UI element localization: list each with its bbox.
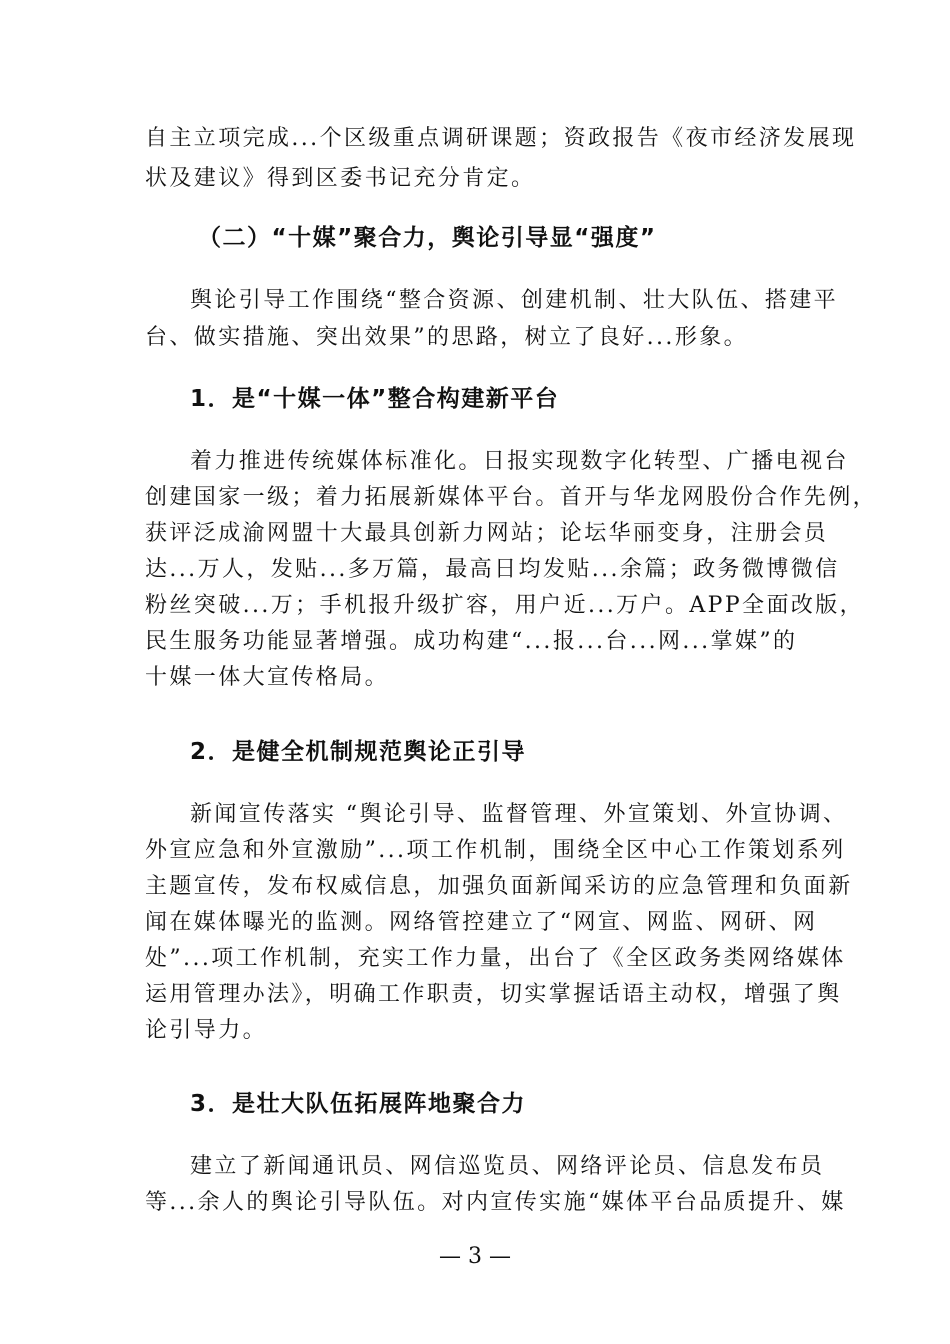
body-line: 状及建议》得到区委书记充分肯定。 — [145, 166, 536, 191]
body-line: 创建国家一级；着力拓展新媒体平台。首开与华龙网股份合作先例， — [145, 485, 878, 510]
body-line: 新闻宣传落实 “舆论引导、监督管理、外宣策划、外宣协调、 — [190, 802, 848, 827]
body-line: 论引导力。 — [145, 1018, 268, 1043]
body-line: 民生服务功能显著增强。成功构建“...报...台...网...掌媒”的 — [145, 629, 798, 654]
body-line: 舆论引导工作围绕“整合资源、创建机制、壮大队伍、搭建平 — [190, 288, 839, 313]
body-line: 获评泛成渝网盟十大最具创新力网站；论坛华丽变身，注册会员 — [145, 521, 829, 546]
body-line: 等...余人的舆论引导队伍。对内宣传实施“媒体平台品质提升、媒 — [145, 1190, 846, 1215]
body-line: 建立了新闻通讯员、网信巡览员、网络评论员、信息发布员 — [190, 1154, 825, 1179]
section-heading: （二）“十媒”聚合力，舆论引导显“强度” — [198, 225, 657, 251]
body-line: 闻在媒体曝光的监测。网络管控建立了“网宣、网监、网研、网 — [145, 910, 818, 935]
item2-heading: 2．是健全机制规范舆论正引导 — [190, 739, 527, 765]
body-line: 十媒一体大宣传格局。 — [145, 665, 390, 690]
body-line: 达...万人，发贴...多万篇，最高日均发贴...余篇；政务微博微信 — [145, 557, 840, 582]
body-line: 主题宣传，发布权威信息，加强负面新闻采访的应急管理和负面新 — [145, 874, 853, 899]
body-line: 运用管理办法》，明确工作职责，切实掌握话语主动权，增强了舆 — [145, 982, 842, 1007]
page-number: — 3 — — [439, 1244, 511, 1269]
item3-heading: 3．是壮大队伍拓展阵地聚合力 — [190, 1091, 527, 1117]
body-line: 自主立项完成...个区级重点调研课题；资政报告《夜市经济发展现 — [145, 126, 857, 151]
body-line: 着力推进传统媒体标准化。日报实现数字化转型、广播电视台 — [190, 449, 849, 474]
body-line: 粉丝突破...万；手机报升级扩容，用户近...万户。APP全面改版， — [145, 593, 865, 618]
body-line: 处”...项工作机制，充实工作力量，出台了《全区政务类网络媒体 — [145, 946, 846, 971]
body-line: 外宣应急和外宣激励”...项工作机制，围绕全区中心工作策划系列 — [145, 838, 846, 863]
item1-heading: 1．是“十媒一体”整合构建新平台 — [190, 386, 560, 412]
body-line: 台、做实措施、突出效果”的思路，树立了良好...形象。 — [145, 325, 749, 350]
